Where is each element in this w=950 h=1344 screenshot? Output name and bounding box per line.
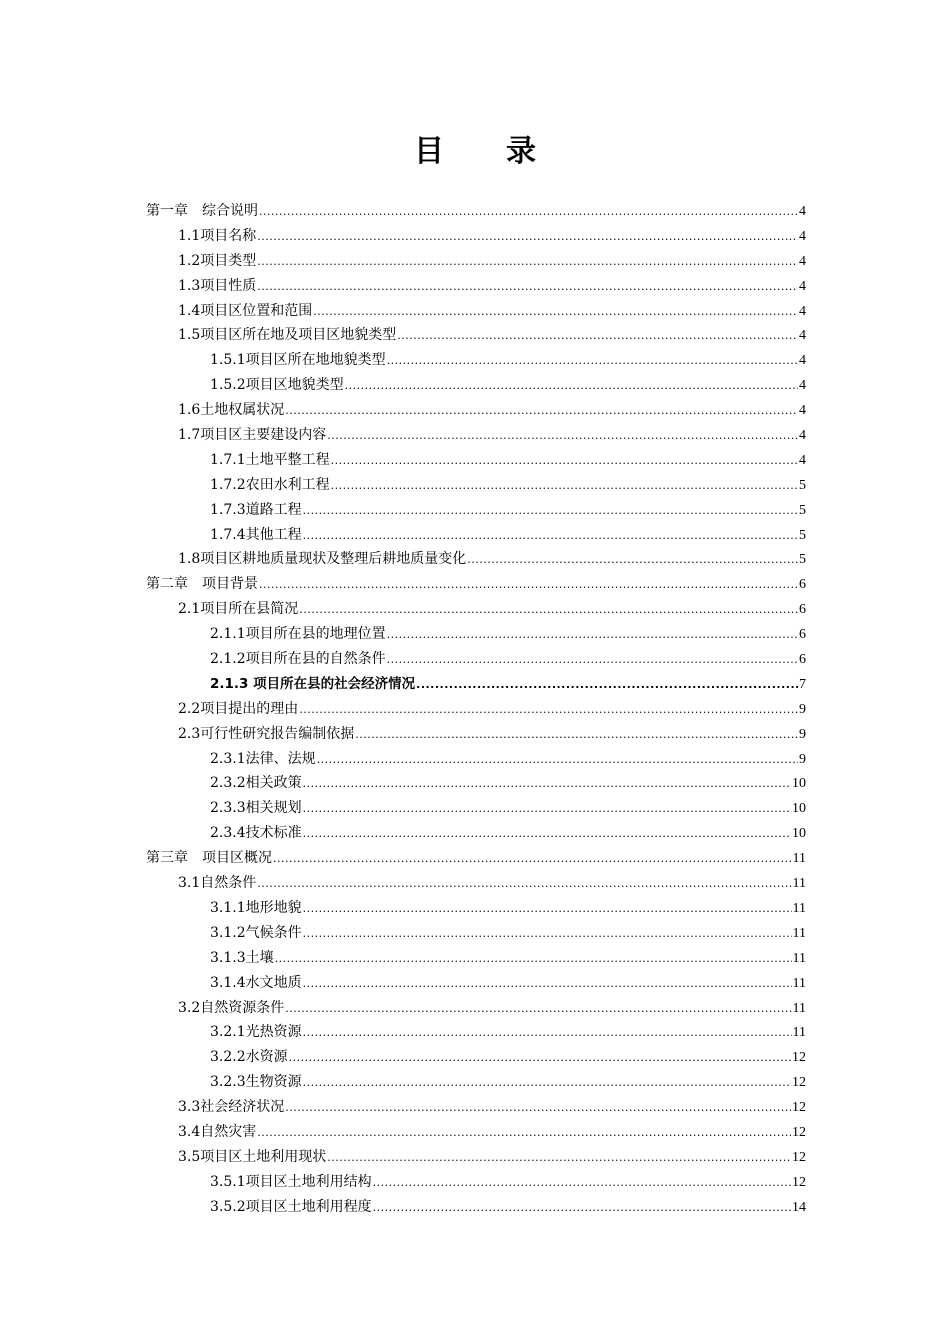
toc-dot-leader [345, 374, 798, 399]
toc-dot-leader [416, 673, 798, 698]
toc-entry[interactable] [146, 821, 806, 846]
toc-entry-label: 第一章 综合说明 [146, 203, 258, 219]
toc-dot-leader [331, 449, 798, 474]
toc-dot-leader [273, 847, 792, 872]
toc-entry-label: 3.1.1地形地貌 [210, 899, 302, 916]
toc-entry-label: 2.3.3相关规划 [210, 800, 302, 817]
toc-entry-label: 3.5.1项目区土地利用结构 [210, 1173, 372, 1190]
toc-entry-label: 3.2.3生物资源 [210, 1074, 302, 1091]
toc-entry[interactable] [146, 996, 806, 1021]
toc-entry-label: 1.2项目类型 [178, 252, 257, 269]
toc-dot-leader [303, 897, 792, 922]
toc-entry[interactable] [146, 572, 806, 597]
toc-entry-page-number: 4 [799, 378, 806, 394]
toc-entry[interactable] [146, 249, 806, 274]
toc-entry-label: 3.1.4水文地质 [210, 974, 302, 991]
toc-entry-label: 1.3项目性质 [178, 277, 257, 294]
toc-entry-label: 3.2自然资源条件 [178, 999, 285, 1016]
toc-dot-leader [303, 1021, 792, 1046]
toc-entry-page-number: 5 [799, 502, 806, 518]
toc-entry-page-number: 10 [792, 801, 806, 817]
toc-entry-page-number: 12 [792, 1050, 806, 1066]
toc-entry-page-number: 11 [792, 900, 806, 916]
toc-entry-label: 3.2.1光热资源 [210, 1024, 302, 1041]
toc-entry-page-number: 11 [792, 925, 806, 941]
toc-entry-label: 2.1项目所在县简况 [178, 601, 299, 618]
toc-dot-leader [387, 349, 798, 374]
toc-entry-page-number: 4 [799, 403, 806, 419]
toc-entry-page-number: 14 [792, 1199, 806, 1215]
toc-entry-page-number: 4 [799, 278, 806, 294]
toc-entry-page-number: 9 [799, 751, 806, 767]
toc-entry-label: 2.3.2相关政策 [210, 775, 302, 792]
toc-entry-label: 3.5项目区土地利用现状 [178, 1148, 327, 1165]
toc-entry[interactable] [146, 697, 806, 722]
toc-dot-leader [303, 499, 798, 524]
toc-entry-page-number: 11 [792, 950, 806, 966]
toc-dot-leader [303, 524, 798, 549]
toc-entry[interactable] [146, 896, 806, 921]
toc-dot-leader [387, 648, 798, 673]
toc-entry-page-number: 6 [799, 627, 806, 643]
toc-entry-label: 2.1.1项目所在县的地理位置 [210, 626, 386, 643]
toc-entry[interactable] [146, 373, 806, 398]
toc-entry[interactable] [146, 597, 806, 622]
toc-entry-page-number: 7 [799, 676, 806, 692]
toc-entry-page-number: 11 [792, 851, 806, 867]
toc-entry-page-number: 11 [792, 1025, 806, 1041]
toc-dot-leader [317, 748, 798, 773]
toc-entry[interactable] [146, 473, 806, 498]
toc-entry-page-number: 5 [799, 477, 806, 493]
toc-entry[interactable] [146, 647, 806, 672]
toc-entry[interactable] [146, 323, 806, 348]
toc-dot-leader [285, 997, 791, 1022]
toc-entry-page-number: 4 [799, 428, 806, 444]
toc-dot-leader [303, 822, 791, 847]
toc-entry[interactable] [146, 722, 806, 747]
toc-entry-label: 2.3.1法律、法规 [210, 750, 316, 767]
toc-entry-label: 2.3.4技术标准 [210, 825, 302, 842]
toc-entry[interactable] [146, 672, 806, 697]
toc-entry-page-number: 4 [799, 452, 806, 468]
toc-entry[interactable] [146, 1120, 806, 1145]
toc-entry[interactable] [146, 971, 806, 996]
toc-entry-label: 第二章 项目背景 [146, 576, 258, 593]
toc-entry[interactable] [146, 423, 806, 448]
toc-entry-page-number: 4 [799, 204, 806, 219]
toc-dot-leader [327, 1146, 791, 1171]
toc-dot-leader [467, 548, 798, 573]
toc-entry-page-number: 9 [799, 726, 806, 742]
toc-dot-leader [387, 623, 798, 648]
toc-entry[interactable] [146, 1170, 806, 1195]
toc-entry[interactable] [146, 224, 806, 249]
toc-entry-page-number: 4 [799, 328, 806, 344]
toc-entry-label: 3.3社会经济状况 [178, 1099, 285, 1116]
toc-dot-leader [373, 1196, 791, 1221]
toc-dot-leader [257, 872, 791, 897]
toc-entry-label: 3.4自然灾害 [178, 1123, 257, 1140]
toc-entry[interactable] [146, 547, 806, 572]
toc-dot-leader [303, 922, 792, 947]
toc-entry[interactable] [146, 1195, 806, 1220]
toc-entry-label: 1.7.2农田水利工程 [210, 476, 330, 493]
toc-entry[interactable] [146, 1145, 806, 1170]
toc-entry-label: 2.3可行性研究报告编制依据 [178, 725, 355, 742]
toc-entry-page-number: 12 [792, 1124, 806, 1140]
toc-entry[interactable] [146, 796, 806, 821]
toc-dot-leader [259, 573, 798, 598]
toc-entry[interactable] [146, 523, 806, 548]
toc-entry-label: 3.1.2气候条件 [210, 924, 302, 941]
toc-dot-leader [257, 225, 798, 250]
toc-entry[interactable] [146, 1045, 806, 1070]
toc-entry-page-number: 12 [792, 1100, 806, 1116]
toc-entry-page-number: 6 [799, 577, 806, 593]
toc-dot-leader [303, 972, 792, 997]
toc-entry-page-number: 6 [799, 652, 806, 668]
toc-entry[interactable] [146, 348, 806, 373]
toc-entry-label: 2.1.3 项目所在县的社会经济情况 [210, 675, 416, 692]
toc-entry-label: 1.7项目区主要建设内容 [178, 427, 327, 444]
toc-entry-label: 3.1.3土壤 [210, 949, 274, 966]
toc-entry-page-number: 11 [792, 1000, 806, 1016]
toc-dot-leader [397, 324, 798, 349]
toc-entry[interactable] [146, 199, 806, 224]
toc-entry-label: 1.8项目区耕地质量现状及整理后耕地质量变化 [178, 551, 467, 568]
toc-entry-label: 1.6土地权属状况 [178, 402, 285, 419]
toc-entry-label: 3.5.2项目区土地利用程度 [210, 1198, 372, 1215]
toc-entry-label: 1.5.2项目区地貌类型 [210, 377, 344, 394]
toc-entry-label: 3.1自然条件 [178, 875, 257, 892]
toc-dot-leader [327, 424, 798, 449]
toc-dot-leader [303, 772, 791, 797]
toc-entry[interactable] [146, 498, 806, 523]
toc-entry[interactable] [146, 1020, 806, 1045]
toc-entry[interactable] [146, 846, 806, 871]
toc-entry-page-number: 11 [792, 975, 806, 991]
toc-dot-leader [275, 947, 792, 972]
toc-entry-page-number: 6 [799, 602, 806, 618]
toc-entry-label: 1.1项目名称 [178, 227, 257, 244]
toc-entry-label: 3.2.2水资源 [210, 1049, 288, 1066]
toc-entry-page-number: 5 [799, 527, 806, 543]
toc-entry[interactable] [146, 622, 806, 647]
toc-entry[interactable] [146, 921, 806, 946]
toc-entry-label: 2.1.2项目所在县的自然条件 [210, 651, 386, 668]
toc-entry[interactable] [146, 398, 806, 423]
page-title: 目录 [414, 134, 598, 169]
toc-entry[interactable] [146, 871, 806, 896]
toc-dot-leader [289, 1046, 791, 1071]
toc-entry-label: 1.7.1土地平整工程 [210, 451, 330, 468]
toc-dot-leader [285, 1096, 791, 1121]
toc-dot-leader [303, 1071, 791, 1096]
toc-entry-label: 第三章 项目区概况 [146, 850, 272, 867]
toc-entry[interactable] [146, 299, 806, 324]
toc-entry-page-number: 4 [799, 353, 806, 369]
toc-dot-leader [299, 698, 798, 723]
toc-dot-leader [313, 300, 798, 325]
toc-entry-page-number: 4 [799, 303, 806, 319]
toc-entry[interactable] [146, 1095, 806, 1120]
toc-entry-page-number: 5 [799, 552, 806, 568]
toc-entry[interactable] [146, 1070, 806, 1095]
toc-dot-leader [259, 200, 798, 225]
toc-dot-leader [257, 250, 798, 275]
toc-entry-page-number: 12 [792, 1149, 806, 1165]
toc-entry-label: 2.2项目提出的理由 [178, 700, 299, 717]
toc-entry-page-number: 12 [792, 1075, 806, 1091]
toc-dot-leader [257, 275, 798, 300]
toc-entry-label: 1.7.4其他工程 [210, 526, 302, 543]
toc-entry-page-number: 9 [799, 701, 806, 717]
toc-entry-label: 1.5.1项目区所在地地貌类型 [210, 352, 386, 369]
toc-entry[interactable] [146, 274, 806, 299]
toc-entry-page-number: 12 [792, 1174, 806, 1190]
toc-entry[interactable] [146, 747, 806, 772]
toc-entry-page-number: 4 [799, 253, 806, 269]
toc-entry-label: 1.4项目区位置和范围 [178, 302, 313, 319]
toc-dot-leader [257, 1121, 791, 1146]
toc-dot-leader [285, 399, 798, 424]
toc-entry-page-number: 4 [799, 228, 806, 244]
toc-entry[interactable] [146, 448, 806, 473]
toc-dot-leader [303, 797, 791, 822]
toc-entry[interactable] [146, 771, 806, 796]
toc-entry-page-number: 10 [792, 826, 806, 842]
toc-dot-leader [355, 723, 798, 748]
toc-entry-page-number: 10 [792, 776, 806, 792]
toc-dot-leader [299, 598, 798, 623]
toc-dot-leader [373, 1171, 791, 1196]
toc-entry-page-number: 11 [792, 876, 806, 892]
toc-dot-leader [331, 474, 798, 499]
table-of-contents [146, 199, 806, 1220]
toc-entry[interactable] [146, 946, 806, 971]
toc-entry-label: 1.5项目区所在地及项目区地貌类型 [178, 327, 397, 344]
toc-entry-label: 1.7.3道路工程 [210, 501, 302, 518]
